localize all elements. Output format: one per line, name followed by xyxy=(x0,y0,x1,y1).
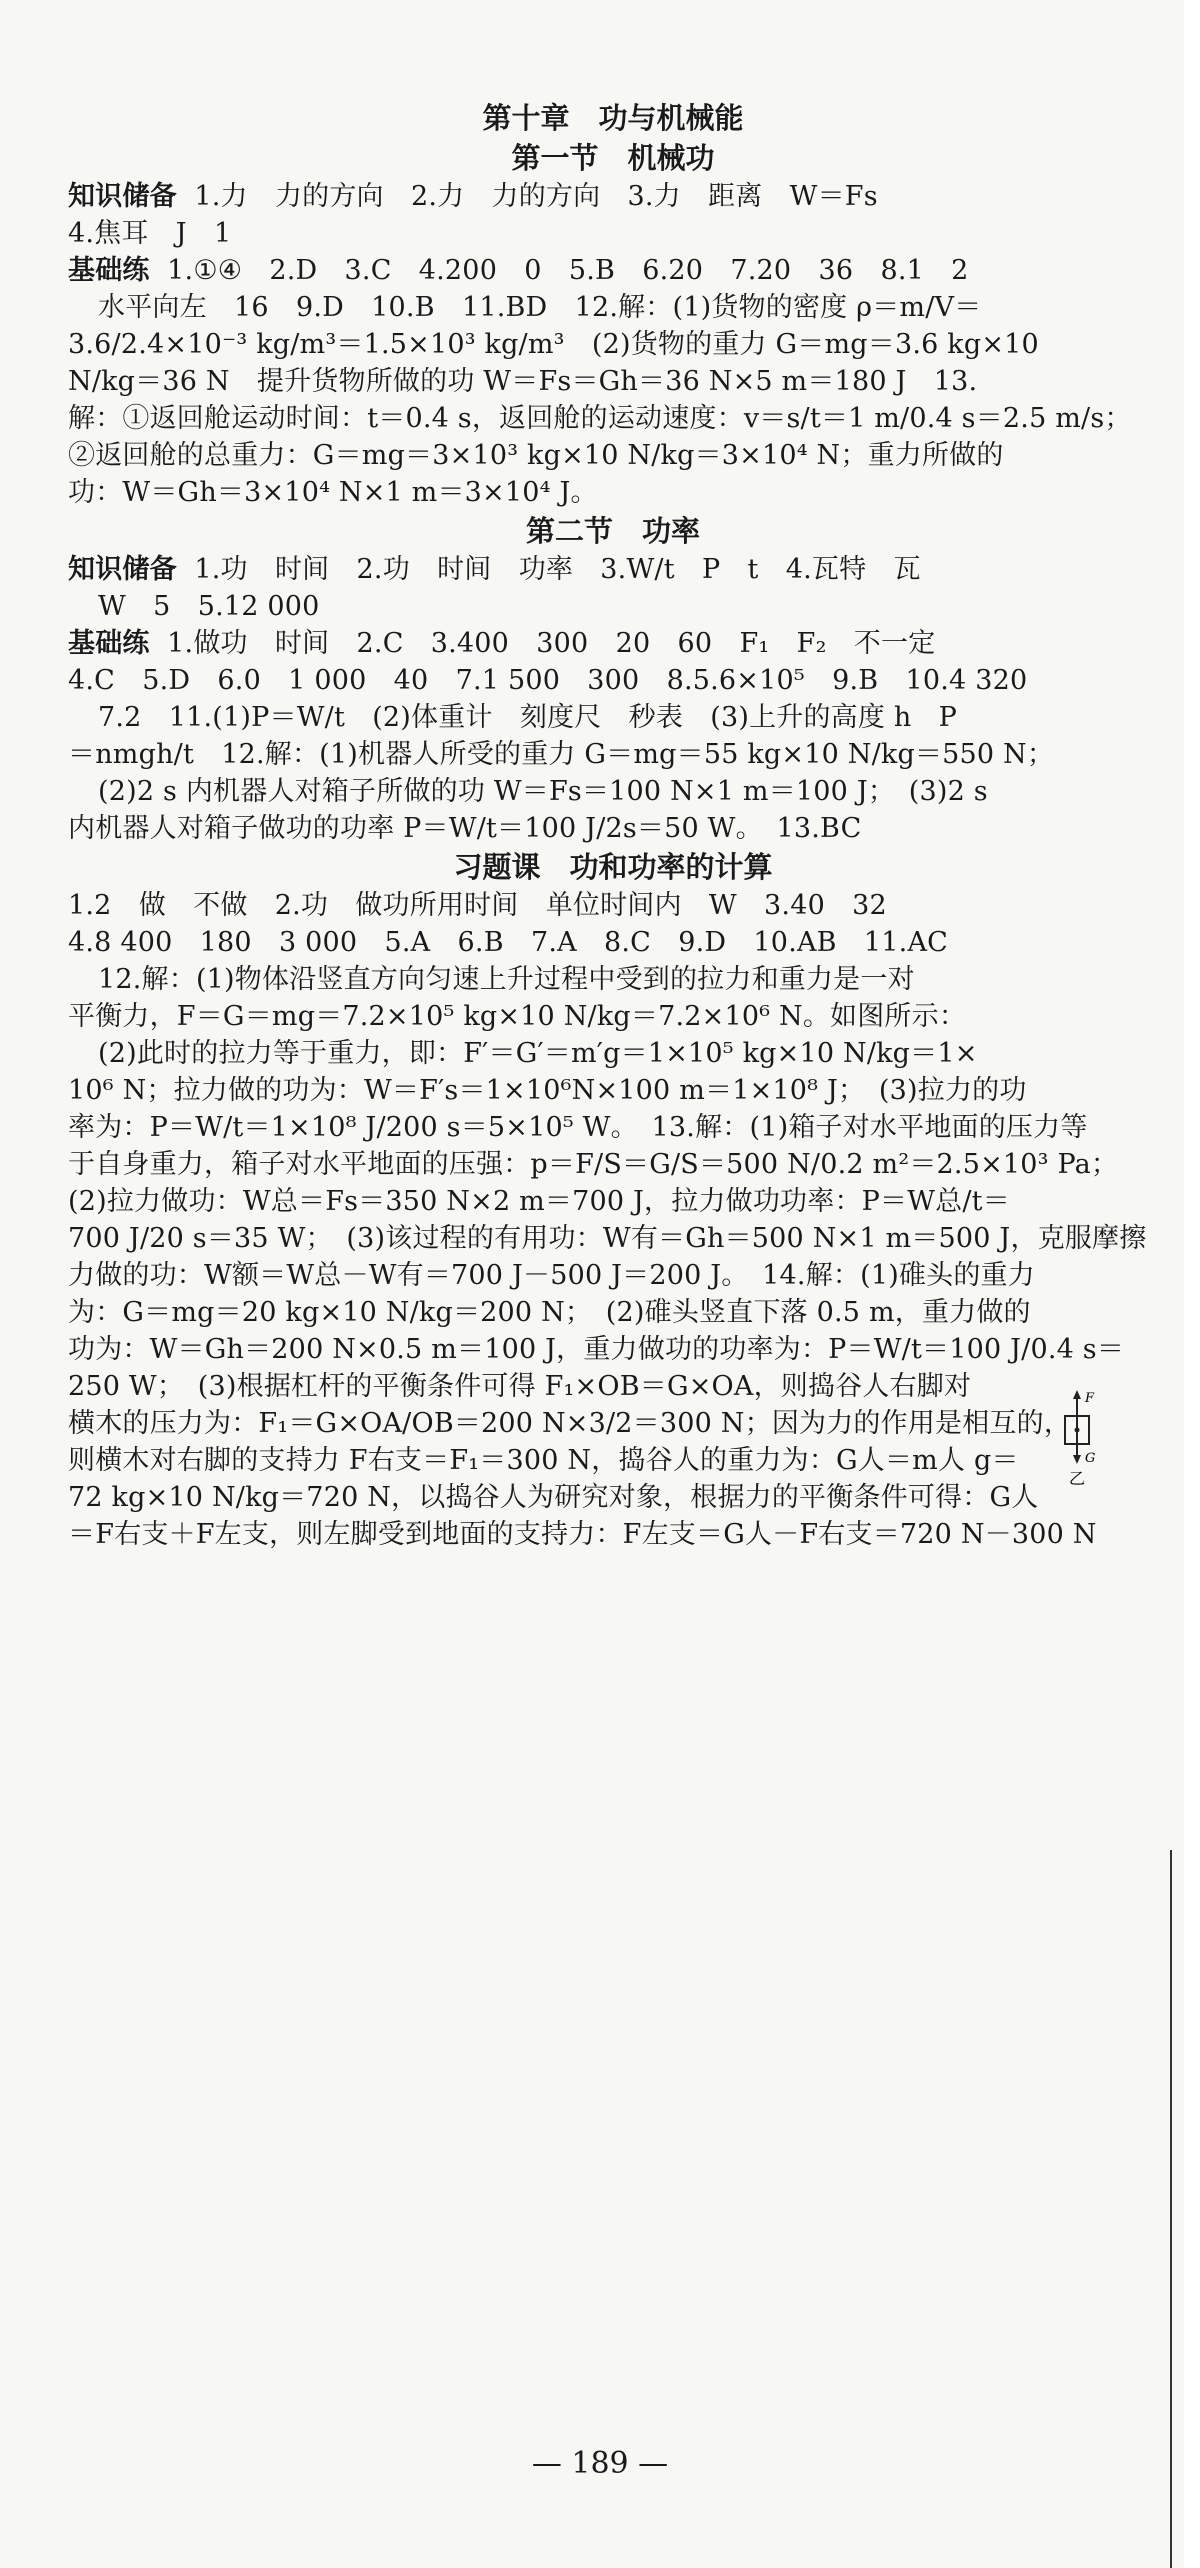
answer-line: 内机器人对箱子做功的功率 P＝W/t＝100 J/2s＝50 W。 13.BC xyxy=(68,813,862,844)
force-label: F xyxy=(1085,1391,1095,1406)
section-title-3: 习题课 功和功率的计算 xyxy=(453,850,773,884)
answer-line: 功：W＝Gh＝3×10⁴ N×1 m＝3×10⁴ J。 xyxy=(68,477,598,508)
force-arrowhead-up xyxy=(1073,1390,1081,1399)
answer-line: 250 W； (3)根据杠杆的平衡条件可得 F₁×OB＝G×OA，则捣谷人右脚对 xyxy=(68,1371,972,1402)
force-diagram xyxy=(1055,1388,1107,1488)
answer-content xyxy=(68,98,1158,1553)
answer-line: 横木的压力为：F₁＝G×OA/OB＝200 N×3/2＝300 N；因为力的作用是相互的， xyxy=(68,1408,1072,1439)
answer-line: 4.8 400 180 3 000 5.A 6.B 7.A 8.C 9.D 10.AB 11.AC xyxy=(68,927,949,958)
answer-line: ＝nmgh/t 12.解：(1)机器人所受的重力 G＝mg＝55 kg×10 N/kg＝550 N； xyxy=(68,739,1055,770)
page-edge xyxy=(1184,0,1200,2568)
answer-line: 则横木对右脚的支持力 F右支＝F₁＝300 N，捣谷人的重力为：G人＝m人 g＝ xyxy=(68,1445,1019,1476)
weight-arrowhead-down xyxy=(1073,1455,1081,1464)
binding-line xyxy=(1170,1850,1172,2568)
answer-line: N/kg＝36 N 提升货物所做的功 W＝Fs＝Gh＝36 N×5 m＝180 J 13. xyxy=(68,366,978,397)
section-3-answers xyxy=(68,887,1158,1553)
answer-line: ②返回舱的总重力：G＝mg＝3×10³ kg×10 N/kg＝3×10⁴ N；重力所做的 xyxy=(68,440,1004,471)
answer-line: 700 J/20 s＝35 W； (3)该过程的有用功：W有＝Gh＝500 N×1 m＝500 J，克服摩擦 xyxy=(68,1223,1147,1254)
label-knowledge-reserve: 知识储备 xyxy=(68,181,177,212)
label-knowledge-reserve: 知识储备 xyxy=(68,554,177,585)
answer-line: 10⁶ N；拉力做的功为：W＝F′s＝1×10⁶N×100 m＝1×10⁸ J； (3)拉力的功 xyxy=(68,1075,1027,1106)
answer-line: 4.C 5.D 6.0 1 000 40 7.1 500 300 8.5.6×10⁵ 9.B 10.4 320 xyxy=(68,665,1028,696)
label-basic-practice: 基础练 xyxy=(68,628,150,659)
answer-text: 1.做功 时间 2.C 3.400 300 20 60 F₁ F₂ 不一定 xyxy=(149,628,936,659)
answer-line: 解：①返回舱运动时间：t＝0.4 s，返回舱的运动速度：v＝s/t＝1 m/0.4 s＝2.5 m/s； xyxy=(68,403,1132,434)
answer-line: 7.2 11.(1)P＝W/t (2)体重计 刻度尺 秒表 (3)上升的高度 h P xyxy=(98,702,958,733)
chapter-title: 第十章 功与机械能 xyxy=(482,101,744,135)
section-title-2: 第二节 功率 xyxy=(525,514,700,548)
figure-caption: 乙 xyxy=(1069,1469,1086,1488)
answer-line: (2)2 s 内机器人对箱子所做的功 W＝Fs＝100 N×1 m＝100 J； (3)2 s xyxy=(98,776,988,807)
answer-line xyxy=(68,178,1158,215)
answer-line: 于自身重力，箱子对水平地面的压强：p＝F/S＝G/S＝500 N/0.2 m²＝2.5×10³ Pa； xyxy=(68,1149,1119,1180)
answer-line: 3.6/2.4×10⁻³ kg/m³＝1.5×10³ kg/m³ (2)货物的重力 G＝mg＝3.6 kg×10 xyxy=(68,329,1039,360)
label-basic-practice: 基础练 xyxy=(68,255,150,286)
answer-line: 12.解：(1)物体沿竖直方向匀速上升过程中受到的拉力和重力是一对 xyxy=(98,964,915,995)
answer-line: W 5 5.12 000 xyxy=(98,591,320,622)
answer-line: 为：G＝mg＝20 kg×10 N/kg＝200 N； (2)碓头竖直下落 0.5 m，重力做的 xyxy=(68,1297,1031,1328)
answer-line: (2)拉力做功：W总＝Fs＝350 N×2 m＝700 J，拉力做功功率：P＝W总/t＝ xyxy=(68,1186,1010,1217)
answer-line xyxy=(68,551,1158,588)
section-1-answers xyxy=(68,178,1158,511)
answer-text: 1.功 时间 2.功 时间 功率 3.W/t P t 4.瓦特 瓦 xyxy=(176,554,921,585)
answer-line: 水平向左 16 9.D 10.B 11.BD 12.解：(1)货物的密度 ρ＝m/V＝ xyxy=(98,292,982,323)
page-number: — 189 — xyxy=(531,2446,669,2481)
answer-line xyxy=(68,252,1158,289)
answer-line: 1.2 做 不做 2.功 做功所用时间 单位时间内 W 3.40 32 xyxy=(68,890,887,921)
answer-text: 1.①④ 2.D 3.C 4.200 0 5.B 6.20 7.20 36 8.1 2 xyxy=(149,255,969,286)
answer-line: 平衡力，F＝G＝mg＝7.2×10⁵ kg×10 N/kg＝7.2×10⁶ N。如图所示： xyxy=(68,1001,967,1032)
answer-line: 4.焦耳 J 1 xyxy=(68,218,232,249)
answer-line: 力做的功：W额＝W总－W有＝700 J－500 J＝200 J。 14.解：(1)碓头的重力 xyxy=(68,1260,1035,1291)
answer-line xyxy=(68,625,1158,662)
answer-line: ＝F右支＋F左支，则左脚受到地面的支持力：F左支＝G人－F右支＝720 N－300 N xyxy=(68,1519,1097,1550)
section-2-answers xyxy=(68,551,1158,847)
answer-line: 72 kg×10 N/kg＝720 N，以捣谷人为研究对象，根据力的平衡条件可得：G人 xyxy=(68,1482,1039,1513)
answer-line: 率为：P＝W/t＝1×10⁸ J/200 s＝5×10⁵ W。 13.解：(1)箱子对水平地面的压力等 xyxy=(68,1112,1088,1143)
answer-line: (2)此时的拉力等于重力，即：F′＝G′＝m′g＝1×10⁵ kg×10 N/kg＝1× xyxy=(98,1038,978,1069)
answer-line: 功为：W＝Gh＝200 N×0.5 m＝100 J，重力做功的功率为：P＝W/t＝100 J/0.4 s＝ xyxy=(68,1334,1125,1365)
section-title-1: 第一节 机械功 xyxy=(511,141,715,175)
weight-label: G xyxy=(1085,1451,1096,1466)
answer-text: 1.力 力的方向 2.力 力的方向 3.力 距离 W＝Fs xyxy=(176,181,878,212)
